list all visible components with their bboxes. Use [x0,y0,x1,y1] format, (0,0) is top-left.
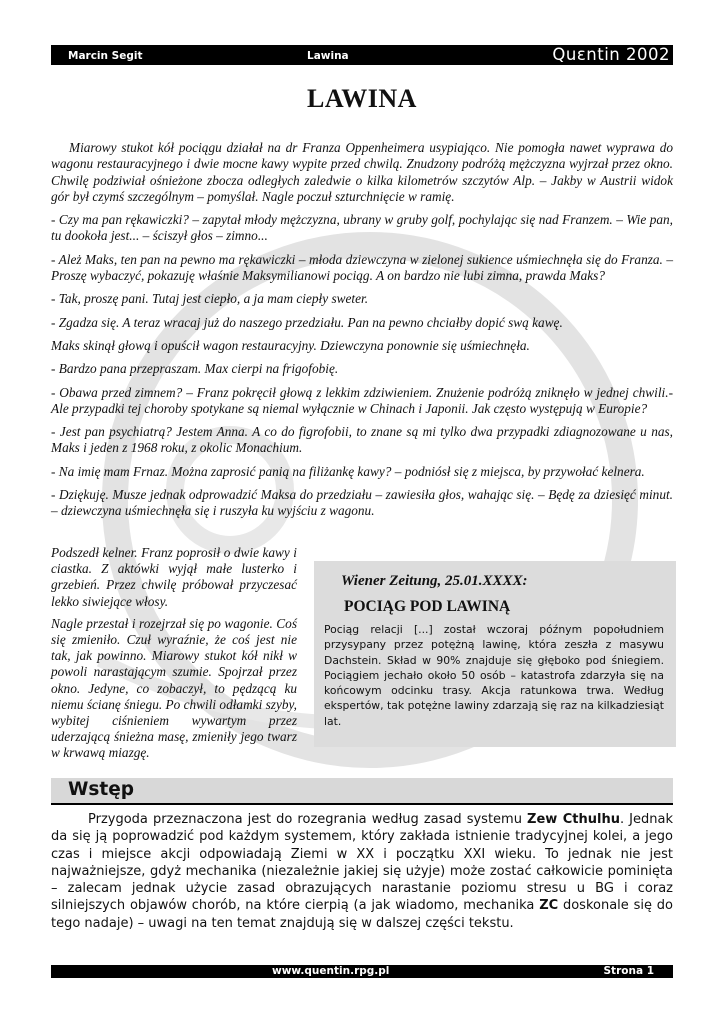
newspaper-name: Wiener Zeitung, 25.01.XXXX: [341,573,528,589]
story-paragraph: - Dziękuję. Musze jednak odprowadzić Maksa do przedziału – zawiesiła głos, wahając się. – Będę za dziesięć minut. – dziewczyna uśmiechnęła się i ruszyła ku wyjściu z wagonu. [51,487,673,519]
page-number: Strona 1 [603,965,654,977]
left-paragraph: Nagle przestał i rozejrzał się po wagonie. Coś się zmieniło. Czuł wyraźnie, że coś jest nie tak, jak powinno. Miarowy stukot kół nikł w powoli narastającym szumie. Spojrzał przez okno. Jedyne, co zobaczył, to pędzącą ku niemu ścianę śniegu. Po chwili odłamki szyby, wybitej ciśnieniem wywartym przez uderzającą śnieżna masę, zmieniły jego twarz w krwawą miazgę. [51,615,297,761]
newspaper-body: Pociąg relacji [...] został wczoraj późnym popołudniem przysypany przez potężną lawinę, która zeszła z masywu Dachstein. Skład w 90% znajduje się głęboko pod śniegiem. Pociągiem jechało około 50 osób – katastrofa zdarzyła się na końcowym odcinku trasy. Akcja ratunkowa trwa. Według ekspertów, tak potężne lawiny zdarzają się raz na kilkadziesiąt lat. [324,623,664,728]
story-paragraph: - Czy ma pan rękawiczki? – zapytał młody mężczyzna, ubrany w gruby golf, pochylając się nad Franzem. – Wie pan, tu dookoła jest... – ściszył głos – zimno... [51,212,673,244]
page-header [51,45,673,65]
story-text [51,140,673,527]
left-paragraph: Podszedł kelner. Franz poprosił o dwie kawy i ciastka. Z aktówki wyjął małe lusterko i grzebień. Przez chwilę próbował przyczesać lekko siwiejące włosy. [51,545,297,609]
intro-paragraph [51,811,673,932]
story-paragraph: Miarowy stukot kół pociągu działał na dr Franza Oppenheimera usypiająco. Nie pomogła nawet wyprawa do wagonu restauracyjnego i dwie mocne kawy wypite przed chwilą. Znudzony podróżą mężczyzna wyjrzał przez okno. Chwilę podziwiał ośnieżone zbocza odległych zaledwie o kilka kilometrów szczytów Alp. – Jakby w Austrii widok gór był czymś szczególnym – pomyślał. Nagle poczuł szturchnięcie w ramię. [51,140,673,204]
system-name: Zew Cthulhu [527,812,620,827]
story-paragraph: - Ależ Maks, ten pan na pewno ma rękawiczki – młoda dziewczyna w zielonej sukience uśmiechnęła się do Franza. – Proszę wybaczyć, pokazuję właśnie Maksymilianowi pociąg. A on bardzo nie lubi zimna, prawda Maks? [51,251,673,284]
intro-text: doskonale się do tego nadaje) – uwagi na ten temat znajdują się w dalszej części tekstu. [51,898,673,931]
footer-url[interactable]: www.quentin.rpg.pl [272,965,390,977]
intro-text: . Jednak da się ją poprowadzić pod każdym systemem, który zakłada istnienie tradycyjnej kolei, a jego czas i miejsce akcji odpowiadają Ziemi w XX i początku XXI wieku. To jednak nie jest najważniejsze, gdyż mechanika (niezależnie jakiej się użyje) może zostać całkowicie pominięta – zalecam jednak użycie zasad obrazujących narastanie poziomu stresu u BG i coraz silniejszych objawów chorób, na które cierpią (a jak wiadomo, mechanika [51,812,673,914]
intro-text: Przygoda przeznaczona jest do rozegrania według zasad systemu [88,812,528,827]
newspaper-headline: POCIĄG POD LAWINĄ [344,598,511,615]
newspaper-box [314,561,676,747]
header-author: Marcin Segit [68,50,143,62]
story-paragraph: - Jest pan psychiatrą? Jestem Anna. A co do figrofobii, to znane są mi tylko dwa przypadki zdiagnozowane u nas, Maks i jeden z 1968 roku, z okolic Monachium. [51,424,673,456]
story-paragraph: Maks skinął głową i opuścił wagon restauracyjny. Dziewczyna ponownie się uśmiechnęła. [51,337,530,353]
story-paragraph: - Bardzo pana przepraszam. Max cierpi na frigofobię. [51,361,339,377]
section-heading-bar [51,778,673,805]
section-title: Wstęp [68,779,135,800]
page-title: LAWINA [307,84,417,113]
story-paragraph: - Na imię mam Frnaz. Można zaprosić panią na filiżankę kawy? – podniósł się z miejsca, by przywołać kelnera. [51,463,645,479]
header-logo: Quεntin 2002 [552,45,670,64]
story-paragraph: - Tak, proszę pani. Tutaj jest ciepło, a ja mam ciepły sweter. [51,291,369,307]
page-footer [51,965,673,978]
left-column [51,545,297,768]
header-section: Lawina [307,50,349,62]
system-abbrev: ZC [539,898,559,914]
story-paragraph: - Obawa przed zimnem? – Franz pokręcił głową z lekkim zdziwieniem. Znużenie podróżą zniknęło w jednej chwili.- Ale przypadki tej choroby spotykane są niemal wyłącznie w Chinach i Japonii. Jak często występują w Europie? [51,384,673,416]
story-paragraph: - Zgadza się. A teraz wracaj już do naszego przedziału. Pan na pewno chciałby dopić swą kawę. [51,314,563,330]
